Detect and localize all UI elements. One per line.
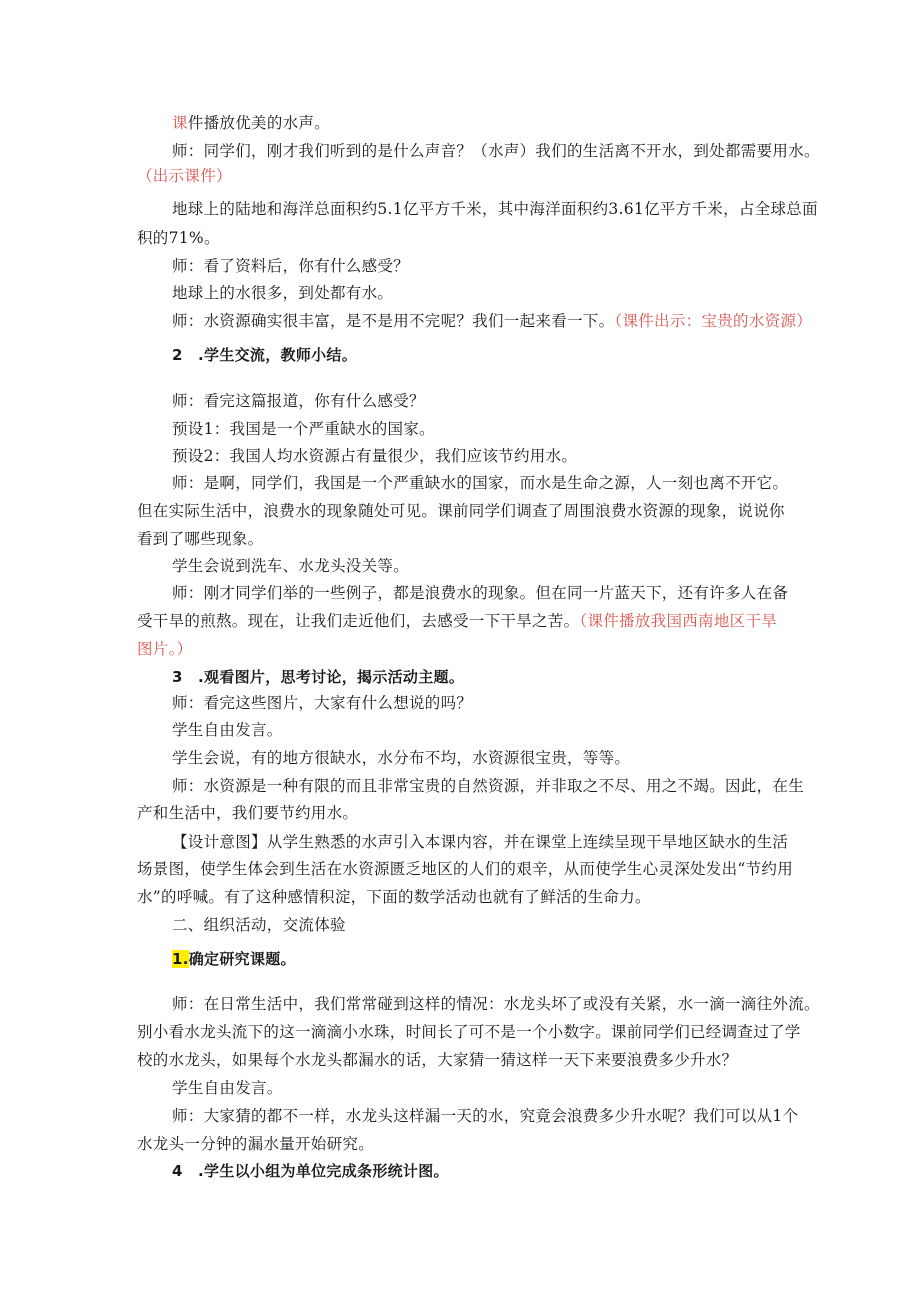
paragraph-faucet-line2: 别小看水龙头流下的这一滴滴小水珠，时间长了可不是一个小数字。课前同学们已经调查过了学 [137, 1023, 801, 1041]
paragraph-earth-area-line1: 地球上的陆地和海洋总面积约5.1亿平方千米，其中海洋面积约3.61亿平方千米，占全球总面 [172, 200, 818, 218]
paragraph-report-question: 师：看完这篇报道，你有什么感受？ [172, 392, 425, 410]
highlight-number: 1. [172, 950, 189, 968]
paragraph-study-line2: 水龙头一分钟的漏水量开始研究。 [137, 1135, 375, 1153]
paragraph-courseware-sound: 课件播放优美的水声。 [172, 114, 331, 132]
section-heading-two: 二、组织活动，交流体验 [172, 916, 346, 934]
paragraph-drought-line2: 受干旱的煎熬。现在，让我们走近他们，去感受一下干旱之苦。（课件播放我国西南地区干旱 [137, 612, 778, 630]
paragraph-student-say: 学生会说，有的地方很缺水，水分布不均，水资源很宝贵，等等。 [172, 749, 631, 767]
paragraph-water-plenty: 地球上的水很多，到处都有水。 [172, 284, 394, 302]
paragraph-water-shortage-line2: 但在实际生活中，浪费水的现象随处可见。课前同学们调查了周围浪费水资源的现象，说说你 [137, 502, 785, 520]
paragraph-water-shortage-line3: 看到了哪些现象。 [137, 530, 264, 548]
paragraph-faucet-line3: 校的水龙头，如果每个水龙头都漏水的话，大家猜一猜这样一天下来要浪费多少升水？ [137, 1051, 738, 1069]
paragraph-faucet-line1: 师：在日常生活中，我们常常碰到这样的情况：水龙头坏了或没有关紧，水一滴一滴往外流。 [172, 995, 820, 1013]
paragraph-teacher-question: 师：同学们，刚才我们听到的是什么声音？（水声）我们的生活离不开水，到处都需要用水。 [172, 142, 820, 160]
paragraph-free-speech-1: 学生自由发言。 [172, 721, 283, 739]
paragraph-show-courseware: （出示课件） [137, 167, 232, 185]
paragraph-student-examples: 学生会说到洗车、水龙头没关等。 [172, 557, 410, 575]
paragraph-drought-line3: 图片。） [137, 640, 193, 658]
heading-step-4: 4 .学生以小组为单位完成条形统计图。 [172, 1162, 449, 1180]
paragraph-design-intent-line1: 【设计意图】从学生熟悉的水声引入本课内容，并在课堂上连续呈现干旱地区缺水的生活 [172, 833, 789, 851]
paragraph-pictures-question: 师：看完这些图片，大家有什么想说的吗？ [172, 694, 473, 712]
paragraph-limited-resource-line1: 师：水资源是一种有限的而且非常宝贵的自然资源，并非取之不尽、用之不竭。因此，在生 [172, 777, 805, 795]
paragraph-preset-1: 预设1：我国是一个严重缺水的国家。 [172, 420, 435, 438]
paragraph-water-rich: 师：水资源确实很丰富，是不是用不完呢？我们一起来看一下。（课件出示：宝贵的水资源） [172, 312, 813, 330]
paragraph-water-shortage-line1: 师：是啊，同学们，我国是一个严重缺水的国家，而水是生命之源，人一刻也离不开它。 [172, 474, 789, 492]
paragraph-design-intent-line3: 水”的呼喊。有了这种感情积淀，下面的数学活动也就有了鲜活的生命力。 [137, 888, 651, 906]
paragraph-free-speech-2: 学生自由发言。 [172, 1079, 283, 1097]
paragraph-limited-resource-line2: 产和生活中，我们要节约用水。 [137, 804, 359, 822]
heading-step-3: 3 .观看图片，思考讨论，揭示活动主题。 [172, 668, 465, 686]
paragraph-feeling-question: 师：看了资料后，你有什么感受？ [172, 257, 410, 275]
paragraph-preset-2: 预设2：我国人均水资源占有量很少，我们应该节约用水。 [172, 447, 578, 465]
paragraph-earth-area-line2: 积的71%。 [137, 229, 220, 247]
paragraph-study-line1: 师：大家猜的都不一样，水龙头这样漏一天的水，究竟会浪费多少升水呢？我们可以从1个 [172, 1107, 799, 1125]
heading-step-1: 1.确定研究课题。 [172, 950, 296, 968]
paragraph-drought-line1: 师：刚才同学们举的一些例子，都是浪费水的现象。但在同一片蓝天下，还有许多人在备 [172, 584, 789, 602]
paragraph-design-intent-line2: 场景图，使学生体会到生活在水资源匮乏地区的人们的艰辛，从而使学生心灵深处发出“节约用 [137, 860, 794, 878]
heading-step-2: 2 .学生交流，教师小结。 [172, 346, 358, 364]
